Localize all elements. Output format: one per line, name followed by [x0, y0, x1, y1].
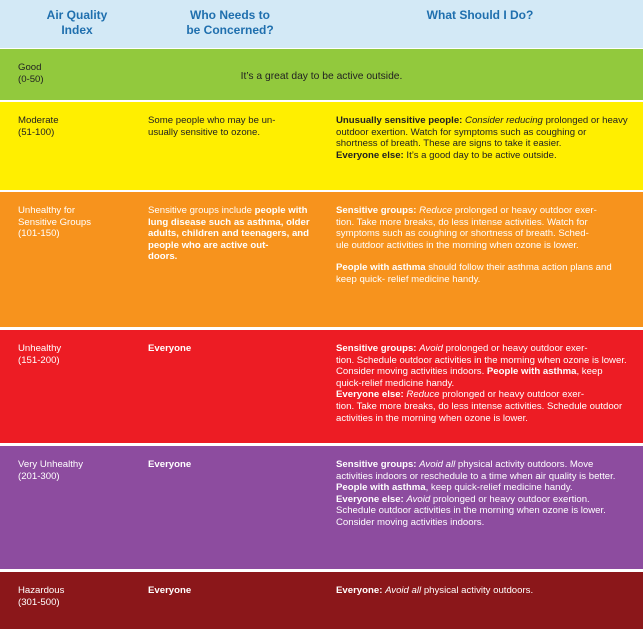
level-range: (301-500): [18, 596, 60, 608]
body-text: should follow their asthma action plans and keep quick- relief medicine handy.: [336, 262, 612, 285]
emphasis-text: people with lung disease such as asthma, older adults, children and teenagers, and people who are active out- doors.: [148, 205, 310, 263]
body-text: prolonged or heavy outdoor exertion. Watch for symptoms such as coughing or shortness of breath. These are signs to take it easier.: [336, 115, 628, 150]
header-what: What Should I Do?: [426, 8, 534, 22]
body-text: prolonged or heavy outdoor exer- tion. Schedule outdoor activities in the morning when ozone is lower. Consider moving activities indoors.: [336, 343, 627, 378]
aqi-level-usg: [18, 205, 136, 240]
emphasis-text: Consider reducing: [465, 115, 543, 126]
what-usg: [336, 205, 628, 286]
lead-text: People with asthma: [336, 262, 426, 274]
table-header: [0, 0, 643, 48]
what-moderate: [336, 115, 628, 161]
what-unhealthy: [336, 343, 628, 424]
row-unhealthy: [0, 330, 643, 443]
header-who: Who Needs to be Concerned?: [186, 8, 274, 37]
who-unhealthy: Everyone: [148, 343, 192, 354]
level-range: (51-100): [18, 126, 55, 138]
level-name: Unhealthy: [18, 343, 62, 354]
row-good: [0, 49, 643, 100]
aqi-level-unhealthy: [18, 343, 136, 366]
level-name: Hazardous: [18, 585, 65, 596]
body-text: prolonged or heavy outdoor exer- tion. Take more breaks, do less intense activities. Schedule outdoor activities in the morning when ozone is lower.: [336, 389, 623, 424]
who-usg: [148, 205, 320, 263]
who-hazardous: Everyone: [148, 585, 192, 596]
aqi-level-very-unhealthy: [18, 459, 136, 482]
who-very-unhealthy: Everyone: [148, 459, 192, 470]
body-text: It’s a good day to be active outside.: [403, 149, 557, 161]
lead-text: Everyone else:: [336, 149, 404, 161]
level-name: Moderate: [18, 115, 59, 126]
lead-text: Everyone else:: [336, 389, 404, 401]
emphasis-text: Avoid: [419, 343, 443, 354]
body-text: , keep quick-relief medicine handy.: [336, 366, 603, 389]
level-range: (0-50): [18, 73, 44, 85]
level-range: (201-300): [18, 470, 60, 482]
row-hazardous: [0, 572, 643, 629]
body-text: prolonged or heavy outdoor exertion. Schedule outdoor activities in the morning when ozone is lower. Consider moving activities indoors.: [336, 493, 606, 528]
who-moderate: Some people who may be un- usually sensitive to ozone.: [148, 115, 276, 138]
body-text: physical activity outdoors.: [421, 585, 534, 596]
aqi-level-hazardous: [18, 585, 136, 608]
lead-text: Unusually sensitive people:: [336, 115, 463, 126]
level-name: Very Unhealthy: [18, 459, 84, 470]
row-very-unhealthy: [0, 446, 643, 569]
lead-text: Everyone:: [336, 585, 383, 596]
lead-text: Everyone else:: [336, 493, 404, 505]
row-usg: [0, 192, 643, 327]
emphasis-text: Reduce: [419, 205, 453, 216]
level-range: (101-150): [18, 228, 60, 240]
aqi-level-moderate: [18, 115, 136, 138]
what-very-unhealthy: [336, 459, 628, 529]
lead-text: Sensitive groups:: [336, 205, 417, 216]
emphasis-text: Avoid all: [385, 585, 422, 596]
emphasis-text: Avoid: [406, 493, 431, 505]
header-aqi: Air Quality Index: [46, 8, 108, 37]
row-moderate: [0, 102, 643, 190]
lead-text: Sensitive groups:: [336, 343, 417, 354]
lead-text: People with asthma: [336, 482, 426, 494]
lead-text: Sensitive groups:: [336, 459, 417, 470]
body-text: Sensitive groups include: [148, 205, 255, 216]
level-name: Unhealthy for Sensitive Groups: [18, 205, 92, 228]
emphasis-text: Reduce: [406, 389, 440, 401]
body-text: prolonged or heavy outdoor exer- tion. Take more breaks, do less intense activities. Watch for symptoms such as coughing or shortness of breath. Sched- ule outdoor activities in the morning when ozone is lower.: [336, 205, 597, 251]
body-text: physical activity outdoors. Move activities indoors or reschedule to a time when air quality is better.: [336, 459, 616, 482]
what-hazardous: [336, 585, 628, 597]
lead-text: People with asthma: [486, 366, 577, 378]
level-name: Good: [18, 62, 42, 73]
level-range: (151-200): [18, 354, 60, 366]
emphasis-text: Avoid all: [419, 459, 456, 470]
advice-good: It’s a great day to be active outside.: [240, 71, 403, 82]
body-text: , keep quick-relief medicine handy.: [425, 482, 573, 494]
